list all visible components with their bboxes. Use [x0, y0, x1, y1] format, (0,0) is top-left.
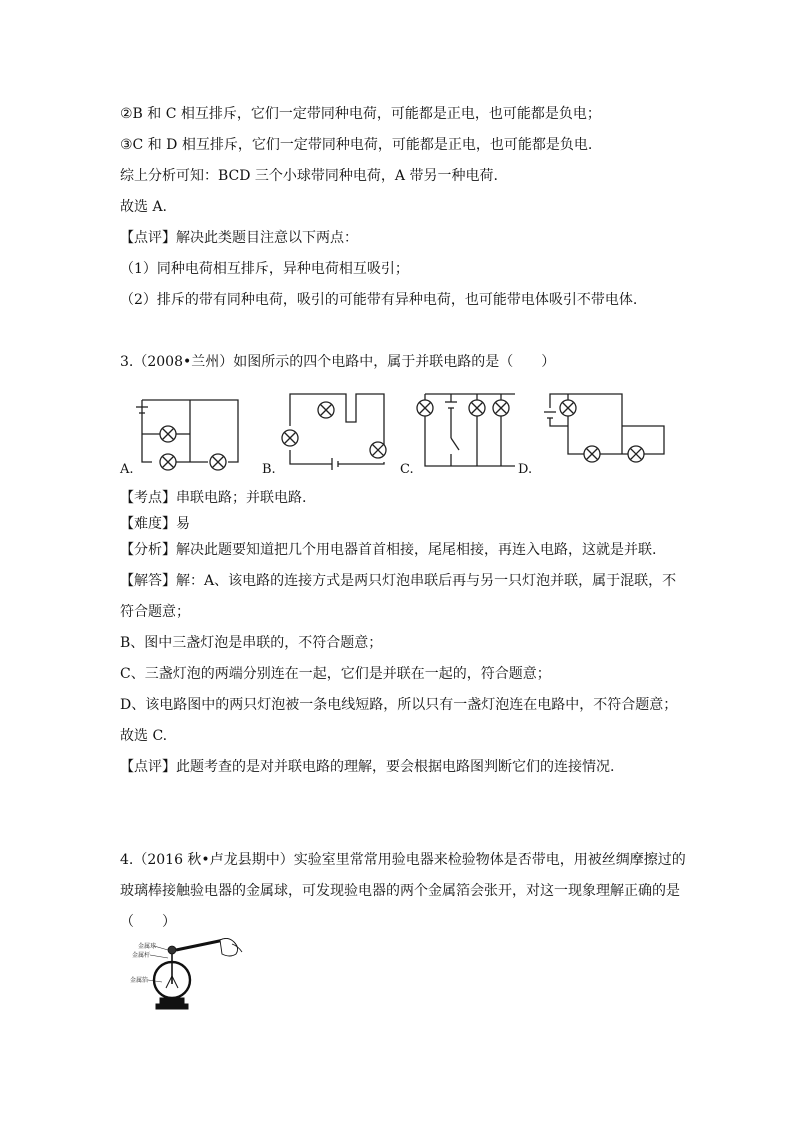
question-3-stem: 3.（2008•兰州）如图所示的四个电路中，属于并联电路的是（ ） — [120, 354, 556, 370]
text-line-7: （2）排斥的带有同种电荷，吸引的可能带有异种电荷，也可能带电体吸引不带电体. — [120, 292, 638, 308]
question-4-stem-3: （ ） — [120, 914, 176, 930]
label-metal-ball: 金属球 — [138, 943, 157, 950]
text-line-b: B、图中三盏灯泡是串联的，不符合题意； — [120, 635, 383, 651]
text-line-3: 综上分析可知：BCD 三个小球带同种电荷，A 带另一种电荷. — [120, 168, 498, 184]
label-metal-foil: 金属箔 — [130, 977, 149, 984]
text-line-4: 故选 A. — [120, 199, 168, 215]
circuit-d-label: D. — [518, 462, 533, 477]
text-line-dianping: 【点评】此题考查的是对并联电路的理解，要会根据电路图判断它们的连接情况. — [120, 759, 615, 775]
text-line-nandu: 【难度】易 — [120, 516, 190, 532]
text-line-5: 【点评】解决此类题目注意以下两点： — [120, 230, 358, 246]
text-line-d: D、该电路图中的两只灯泡被一条电线短路，所以只有一盏灯泡连在电路中，不符合题意； — [120, 697, 678, 713]
question-4-stem-1: 4.（2016 秋•卢龙县期中）实验室里常常用验电器来检验物体是否带电，用被丝绸摩擦过的 — [120, 852, 686, 868]
circuit-c-label: C. — [400, 462, 414, 477]
text-line-kaodian: 【考点】串联电路；并联电路. — [120, 490, 307, 506]
text-line-jieda: 【解答】解：A、该电路的连接方式是两只灯泡串联后再与另一只灯泡并联，属于混联，不 — [120, 573, 677, 589]
text-line-1: ②B 和 C 相互排斥，它们一定带同种电荷，可能都是正电，也可能都是负电； — [120, 106, 601, 122]
circuit-d-diagram — [540, 390, 670, 470]
circuit-b-diagram — [280, 390, 390, 472]
text-line-jieda-cont: 符合题意； — [120, 604, 190, 620]
circuit-a-label: A. — [120, 462, 134, 477]
question-4-stem-2: 玻璃棒接触验电器的金属球，可发现验电器的两个金属箔会张开，对这一现象理解正确的是 — [120, 883, 680, 899]
text-line-c: C、三盏灯泡的两端分别连在一起，它们是并联在一起的，符合题意； — [120, 666, 551, 682]
electroscope-illustration — [128, 938, 244, 1016]
circuit-a-diagram — [132, 390, 242, 472]
text-line-fenxi: 【分析】解决此题要知道把几个用电器首首相接，尾尾相接，再连入电路，这就是并联. — [120, 542, 657, 558]
circuit-b-label: B. — [262, 462, 276, 477]
circuit-c-diagram — [415, 388, 527, 472]
text-line-answer: 故选 C. — [120, 728, 168, 744]
text-line-6: （1）同种电荷相互排斥，异种电荷相互吸引； — [120, 261, 409, 277]
label-metal-rod: 金属杆 — [132, 952, 151, 959]
text-line-2: ③C 和 D 相互排斥，它们一定带同种电荷，可能都是正电，也可能都是负电. — [120, 137, 593, 153]
